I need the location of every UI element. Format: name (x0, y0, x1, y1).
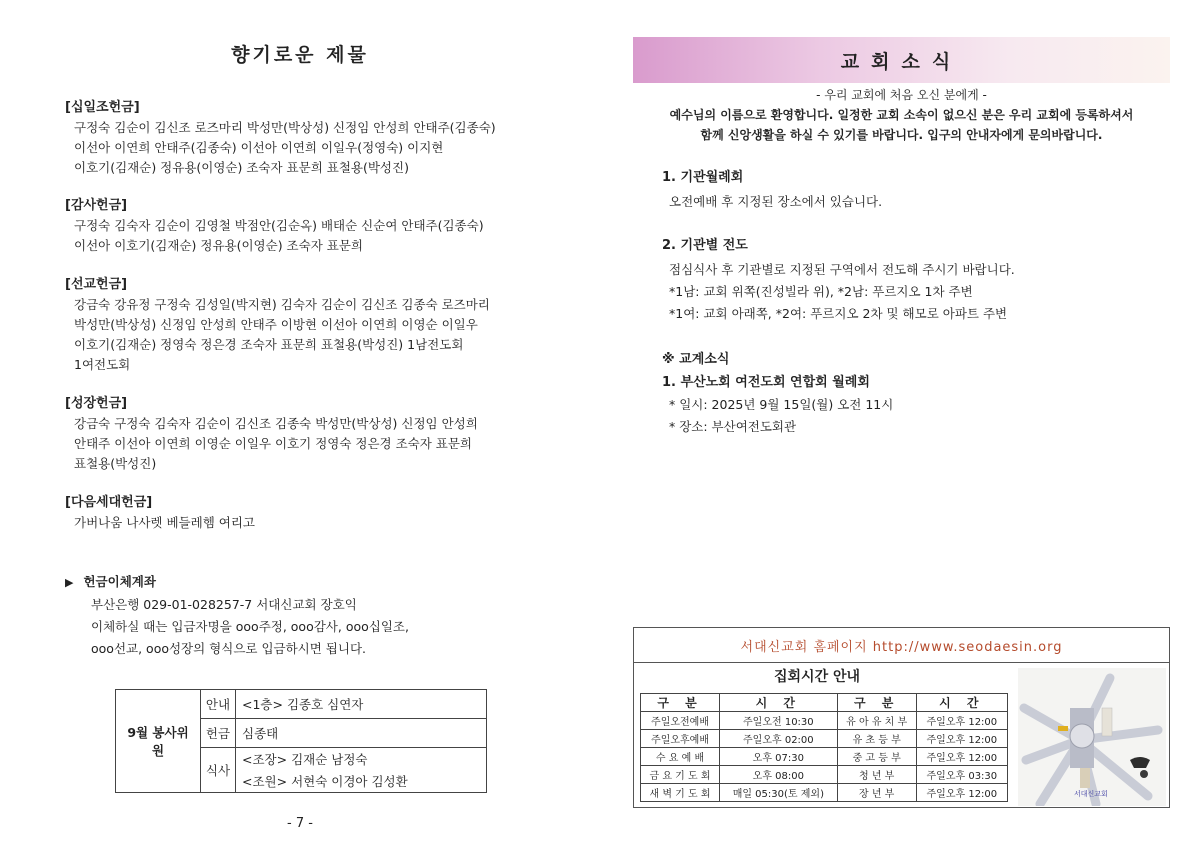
account-line: ooo선교, ooo성장의 형식으로 입금하시면 됩니다. (91, 641, 367, 656)
service-name: 주일오전예배 (641, 712, 720, 730)
account-line: 부산은행 029-01-028257-7 서대신교회 장호익 (91, 597, 357, 612)
section-heading: [선교헌금] (65, 277, 128, 292)
service-time: 매일 05:30(토 제외) (720, 784, 838, 802)
service-name: 중 고 등 부 (837, 748, 916, 766)
service-time: 주일오후 12:00 (916, 784, 1007, 802)
service-name: 금 요 기 도 회 (641, 766, 720, 784)
donor-line: 표철용(박성진) (74, 456, 157, 471)
notice-heading: ※ 교계소식 (662, 352, 730, 367)
map-church-label: 서대신교회 (1074, 790, 1108, 798)
donor-line: 박성만(박상성) 신정임 안성희 안태주 이방현 이선아 이연희 이영순 이일우 (74, 317, 478, 332)
notice-line: 점심식사 후 기관별로 지정된 구역에서 전도해 주시기 바랍니다. (669, 262, 1015, 277)
service-name: 청 년 부 (837, 766, 916, 784)
duty-names: <조장> 김재순 남정숙 (236, 748, 487, 771)
service-name: 새 벽 기 도 회 (641, 784, 720, 802)
service-schedule-table (640, 693, 1008, 802)
schedule-header: 시 간 (916, 694, 1007, 712)
service-time: 주일오후 12:00 (916, 712, 1007, 730)
section-heading: [감사헌금] (65, 198, 128, 213)
donor-line: 구정숙 김숙자 김순이 김영철 박점안(김순옥) 배태순 신순여 안태주(김종숙) (74, 218, 484, 233)
offering-section-mission (65, 273, 565, 375)
notice-monthly-meeting (662, 166, 1142, 213)
welcome-title: - 우리 교회에 처음 오신 분에게 - (816, 88, 987, 102)
duty-names: 심종태 (236, 719, 487, 748)
service-time: 오후 07:30 (720, 748, 838, 766)
schedule-header: 시 간 (720, 694, 838, 712)
notice-heading: 2. 기관별 전도 (662, 238, 748, 253)
triangle-right-icon: ▶ (65, 576, 74, 589)
map-illustration (1018, 668, 1166, 806)
church-info-box (633, 627, 1170, 808)
donor-line: 이호기(김재순) 정유용(이영순) 조숙자 표문희 표철용(박성진) (74, 160, 409, 175)
duty-names: <1층> 김종호 심연자 (236, 690, 487, 719)
notice-line: *1여: 교회 아래쪽, *2여: 푸르지오 2차 및 해모로 아파트 주변 (669, 306, 1008, 321)
duty-category: 안내 (201, 690, 236, 719)
duty-category: 식사 (201, 748, 236, 793)
service-time: 주일오후 02:00 (720, 730, 838, 748)
transfer-account (65, 572, 409, 660)
page-number: - 7 - (287, 816, 313, 831)
table-row (641, 784, 1008, 802)
section-heading: [십일조헌금] (65, 100, 140, 115)
service-name: 유 아 유 치 부 (837, 712, 916, 730)
section-heading: [다음세대헌금] (65, 495, 153, 510)
account-line: 이체하실 때는 입금자명을 ooo주정, ooo감사, ooo십일조, (91, 619, 409, 634)
volunteer-table (115, 689, 487, 793)
service-name: 장 년 부 (837, 784, 916, 802)
service-time: 주일오후 03:30 (916, 766, 1007, 784)
schedule-header: 구 분 (641, 694, 720, 712)
notice-subheading: 1. 부산노회 여전도회 연합회 월례회 (662, 375, 870, 390)
notice-line: * 장소: 부산여전도회관 (669, 419, 797, 434)
donor-line: 1여전도회 (74, 357, 131, 372)
offering-section-nextgen (65, 491, 565, 533)
schedule-title: 집회시간 안내 (774, 669, 861, 685)
donor-line: 이선아 이연희 안태주(김종숙) 이선아 이연희 이일우(정영숙) 이지현 (74, 140, 444, 155)
donor-line: 강금숙 강유정 구정숙 김성일(박지현) 김숙자 김순이 김신조 김종숙 로즈마리 (74, 297, 490, 312)
notice-line: * 일시: 2025년 9월 15일(월) 오전 11시 (669, 397, 894, 412)
volunteer-role: 9월 봉사위원 (116, 690, 201, 793)
welcome-line: 함께 신앙생활을 하실 수 있기를 바랍니다. 입구의 안내자에게 문의바랍니다. (700, 128, 1103, 142)
donor-line: 가버나움 나사렛 베들레헴 여리고 (74, 515, 255, 530)
homepage-link[interactable]: 서대신교회 홈페이지 http://www.seodaesin.org (634, 628, 1169, 663)
page-title: 향기로운 제물 (231, 44, 369, 66)
service-name: 유 초 등 부 (837, 730, 916, 748)
location-map (1018, 668, 1166, 806)
offering-section-tithe (65, 96, 565, 178)
offering-section-growth (65, 392, 565, 474)
service-time: 오후 08:00 (720, 766, 838, 784)
offering-section-thanks (65, 194, 565, 256)
service-name: 주일오후예배 (641, 730, 720, 748)
table-row (641, 766, 1008, 784)
donor-line: 강금숙 구정숙 김숙자 김순이 김신조 김종숙 박성만(박상성) 신정임 안성희 (74, 416, 478, 431)
service-time: 주일오후 12:00 (916, 748, 1007, 766)
account-heading: 헌금이체계좌 (83, 574, 156, 589)
table-row (641, 748, 1008, 766)
duty-names: <조원> 서현숙 이경아 김성환 (236, 770, 487, 793)
service-time: 주일오전 10:30 (720, 712, 838, 730)
notice-line: 오전예배 후 지정된 장소에서 있습니다. (669, 194, 883, 209)
notice-church-news (662, 348, 1142, 438)
notice-heading: 1. 기관월례회 (662, 170, 744, 185)
schedule-header: 구 분 (837, 694, 916, 712)
notice-line: *1남: 교회 위쪽(진성빌라 위), *2남: 푸르지오 1차 주변 (669, 284, 973, 299)
donor-line: 구정숙 김순이 김신조 로즈마리 박성만(박상성) 신정임 안성희 안태주(김종숙) (74, 120, 496, 135)
welcome-line: 예수님의 이름으로 환영합니다. 일정한 교회 소속이 없으신 분은 우리 교회에 등록하셔서 (669, 108, 1134, 122)
table-row (641, 712, 1008, 730)
donor-line: 이선아 이호기(김재순) 정유용(이영순) 조숙자 표문희 (74, 238, 363, 253)
table-row (641, 730, 1008, 748)
notice-evangelism (662, 234, 1142, 325)
donor-line: 이호기(김재순) 정영숙 정은경 조숙자 표문희 표철용(박성진) 1남전도회 (74, 337, 464, 352)
service-time: 주일오후 12:00 (916, 730, 1007, 748)
section-heading: [성장헌금] (65, 396, 128, 411)
welcome-note (633, 86, 1170, 143)
donor-line: 안태주 이선아 이연희 이영순 이일우 이호기 정영숙 정은경 조숙자 표문희 (74, 436, 473, 451)
service-name: 수 요 예 배 (641, 748, 720, 766)
news-banner: 교회소식 (633, 37, 1170, 83)
duty-category: 헌금 (201, 719, 236, 748)
